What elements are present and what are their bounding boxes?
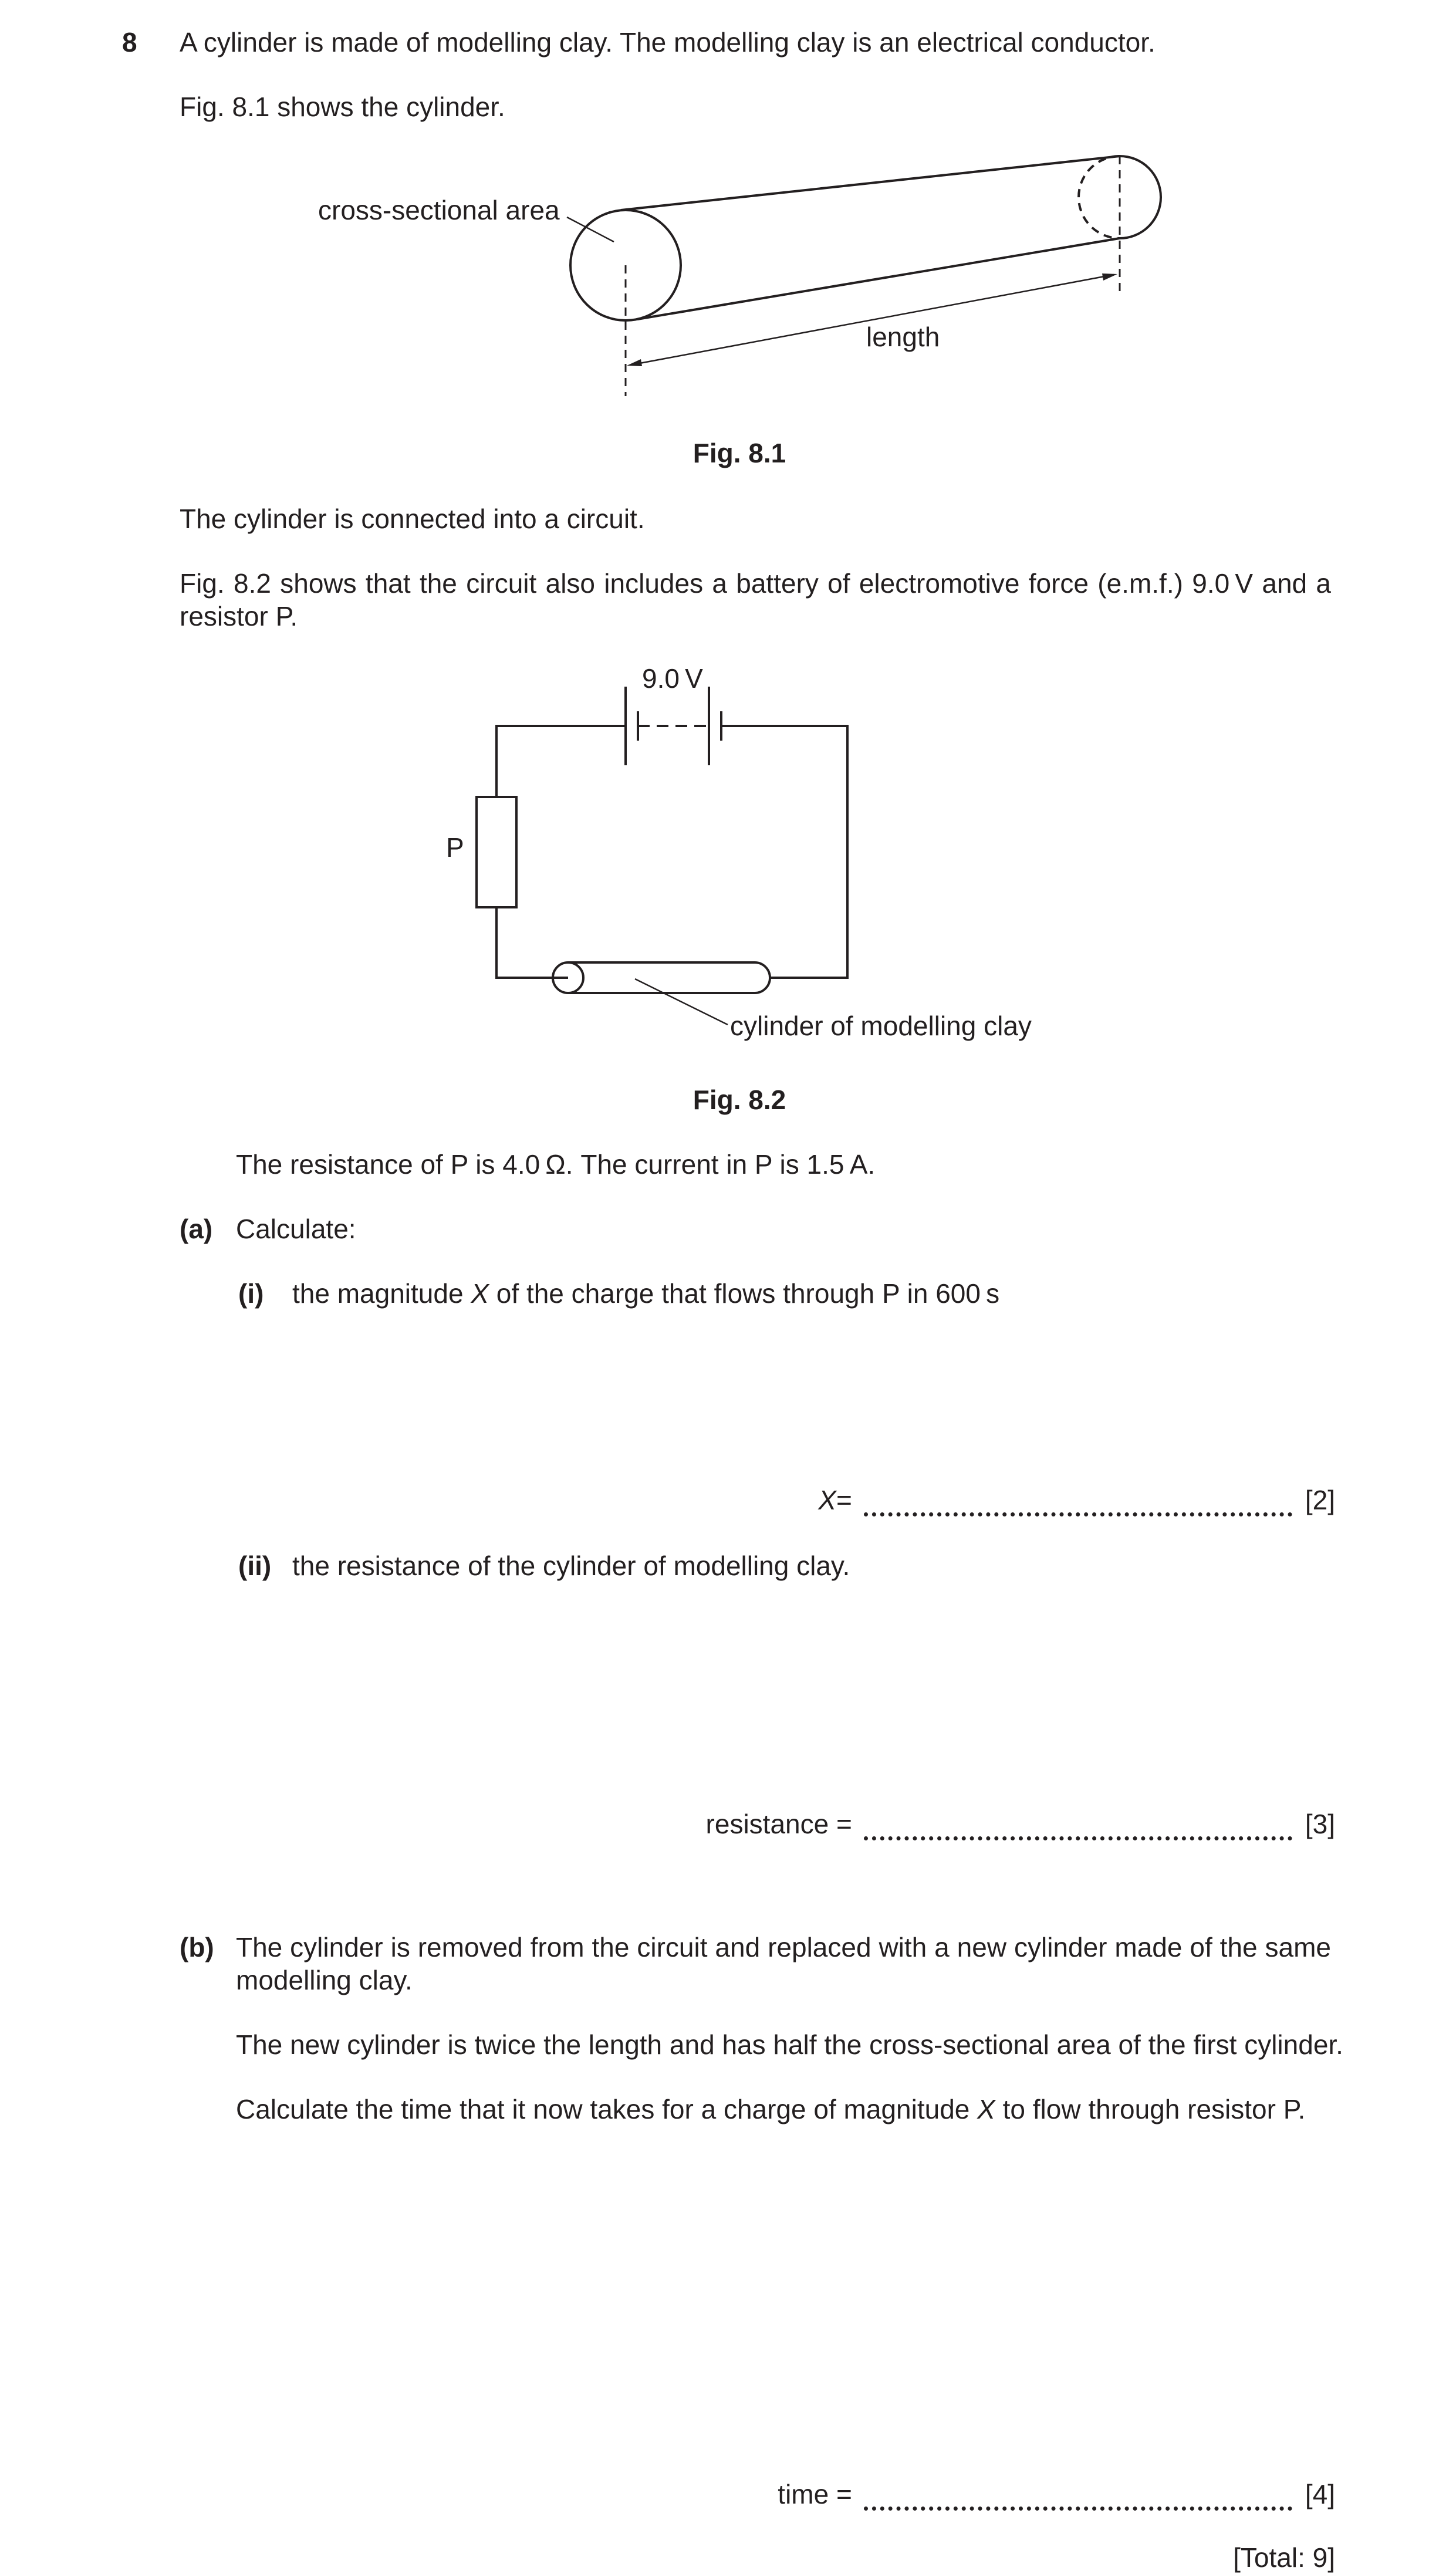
part-a-i-label: (i) xyxy=(238,1278,264,1309)
fig2-cylinder-label: cylinder of modelling clay xyxy=(730,1011,1032,1041)
marks-b: [4] xyxy=(1305,2479,1335,2509)
part-b-text2: The new cylinder is twice the length and has half the cross-sectional area of the first cylinder. xyxy=(236,2029,1343,2060)
fig2-caption: Fig. 8.2 xyxy=(692,1085,786,1115)
marks-a-i: [2] xyxy=(1305,1485,1335,1515)
answer-x-var: X xyxy=(818,1485,836,1515)
answer-time-input[interactable] xyxy=(864,2487,1292,2511)
part-b-label: (b) xyxy=(180,1932,214,1962)
cylinder-far-end-arc xyxy=(1120,156,1161,238)
cylinder-top-edge xyxy=(621,156,1120,210)
wire-top-left xyxy=(496,726,626,797)
cylinder-far-end-hidden-arc xyxy=(1079,156,1120,238)
fig-8-2-circuit-diagram xyxy=(0,646,1456,1056)
circuit-intro: The cylinder is connected into a circuit. xyxy=(180,504,645,534)
clay-leader-line xyxy=(635,979,728,1025)
answer-time-label: time = xyxy=(778,2479,852,2509)
area-leader-line xyxy=(567,217,614,242)
given-values: The resistance of P is 4.0 Ω. The current in P is 1.5 A. xyxy=(236,1149,876,1180)
fig1-label-area: cross-sectional area xyxy=(318,195,560,225)
wire-top-right xyxy=(721,726,847,978)
part-a-ii-label: (ii) xyxy=(238,1551,272,1581)
clay-cylinder-body xyxy=(553,962,770,993)
length-arrowhead-left xyxy=(627,359,642,366)
part-a-text: Calculate: xyxy=(236,1214,356,1244)
answer-x-eq: = xyxy=(836,1485,852,1515)
fig2-resistor-label: P xyxy=(446,832,464,863)
fig2-battery-label: 9.0 V xyxy=(642,663,703,694)
part-b-text3: Calculate the time that it now takes for a charge of magnitude X to flow through resistor P. xyxy=(236,2094,1306,2124)
fig1-label-length: length xyxy=(866,322,940,352)
resistor-p xyxy=(477,797,516,907)
fig2-intro: Fig. 8.2 shows that the circuit also includes a battery of electromotive force (e.m.f.) 9.0 V and a resistor P. xyxy=(180,568,1331,631)
part-a-ii-text: the resistance of the cylinder of modelling clay. xyxy=(292,1551,850,1581)
answer-line-time xyxy=(778,2478,1335,2511)
part-b-text: The cylinder is removed from the circuit and replaced with a new cylinder made of the same modelling clay. xyxy=(236,1932,1331,1995)
question-intro: A cylinder is made of modelling clay. The modelling clay is an electrical conductor. xyxy=(180,27,1156,58)
part-a-i-text: the magnitude X of the charge that flows through P in 600 s xyxy=(292,1278,1000,1309)
total-marks: [Total: 9] xyxy=(1233,2542,1335,2573)
answer-line-x xyxy=(818,1484,1335,1516)
fig1-caption: Fig. 8.1 xyxy=(692,438,786,468)
fig-8-1-cylinder-diagram xyxy=(0,0,1456,423)
answer-line-resistance xyxy=(706,1808,1335,1840)
fig1-intro: Fig. 8.1 shows the cylinder. xyxy=(180,92,505,122)
answer-x-input[interactable] xyxy=(864,1492,1292,1516)
question-number: 8 xyxy=(122,27,137,58)
cylinder-bottom-edge xyxy=(637,238,1120,319)
answer-resistance-label: resistance = xyxy=(705,1809,852,1839)
length-arrowhead-right xyxy=(1102,273,1117,281)
answer-resistance-input[interactable] xyxy=(864,1816,1292,1840)
marks-a-ii: [3] xyxy=(1305,1809,1335,1839)
part-a-label: (a) xyxy=(180,1214,213,1244)
clay-cylinder-end xyxy=(568,962,583,993)
